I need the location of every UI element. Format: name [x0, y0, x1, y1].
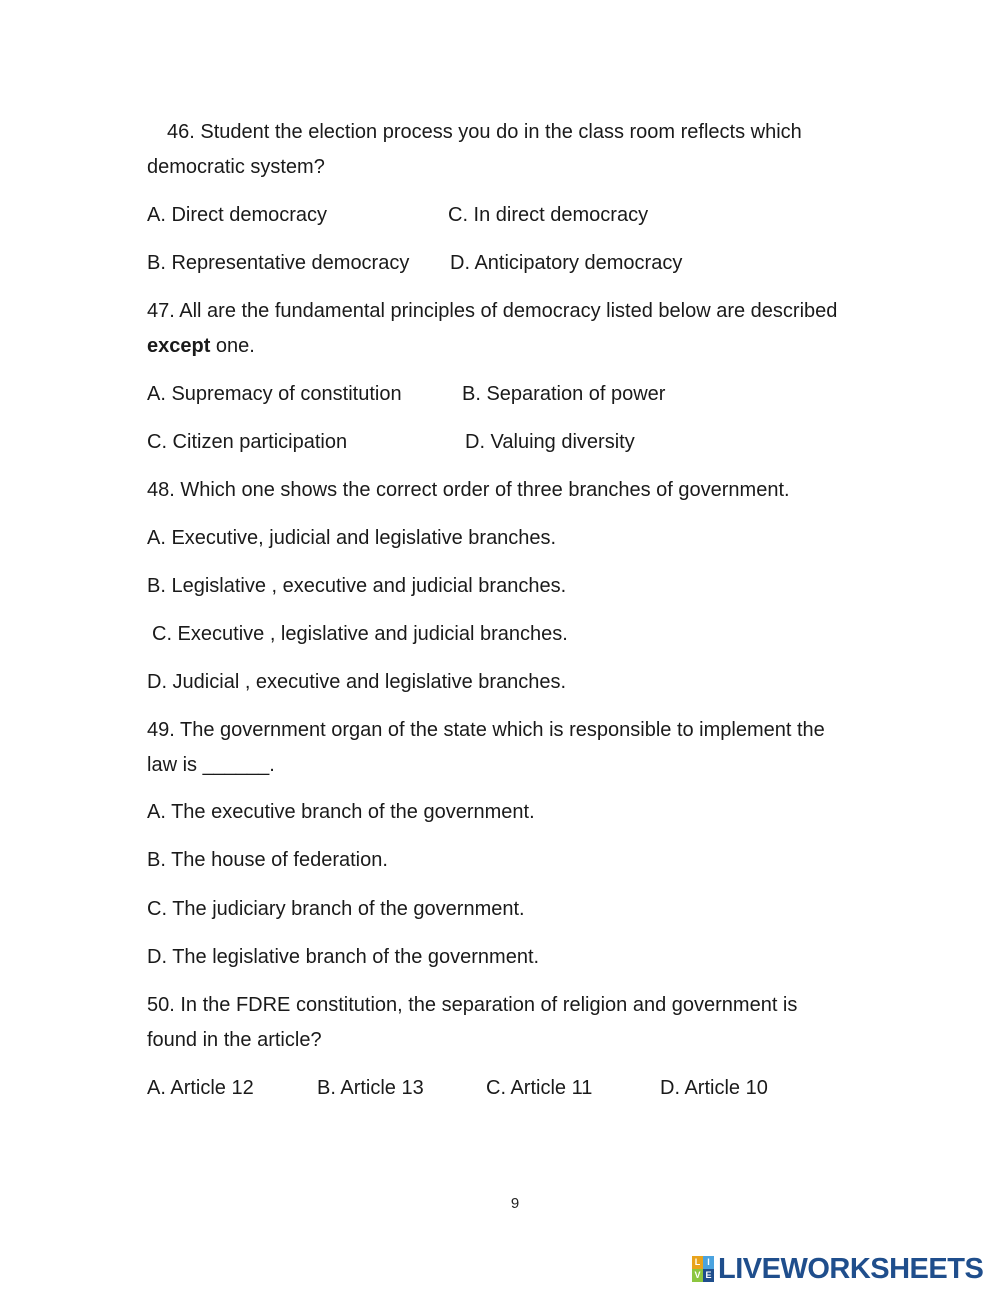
q48-option-d: D. Judicial , executive and legislative branches. — [147, 671, 567, 693]
q49-text-line1: 49. The government organ of the state which is responsible to implement the — [147, 719, 825, 741]
q49-text-line2: law is ______. — [147, 754, 275, 776]
page-number: 9 — [510, 1195, 520, 1212]
q50-option-c: C. Article 11 — [486, 1077, 593, 1099]
q48-option-c: C. Executive , legislative and judicial branches. — [152, 623, 568, 645]
logo-tile-l: L — [692, 1256, 703, 1269]
q47-option-a: A. Supremacy of constitution — [147, 383, 402, 405]
q46-text-line1: 46. Student the election process you do in the class room reflects which — [167, 121, 802, 143]
logo-tile-e: E — [703, 1269, 714, 1282]
q49-option-b: B. The house of federation. — [147, 849, 388, 871]
q50-option-a: A. Article 12 — [147, 1077, 254, 1099]
liveworksheets-logo-text: LIVEWORKSHEETS — [718, 1252, 984, 1285]
q47-option-d: D. Valuing diversity — [465, 431, 635, 453]
q46-option-b: B. Representative democracy — [147, 252, 410, 274]
q46-option-a: A. Direct democracy — [147, 204, 328, 226]
q46-option-d: D. Anticipatory democracy — [450, 252, 683, 274]
q48-option-a: A. Executive, judicial and legislative branches. — [147, 527, 557, 549]
liveworksheets-logo-icon — [692, 1256, 714, 1282]
q46-text-line2: democratic system? — [147, 156, 325, 178]
q47-text-line2 — [147, 334, 255, 358]
q49-option-c: C. The judiciary branch of the government. — [147, 898, 525, 920]
q48-option-b: B. Legislative , executive and judicial branches. — [147, 575, 567, 597]
q50-text-line2: found in the article? — [147, 1029, 322, 1051]
logo-tile-v: V — [692, 1269, 703, 1282]
q49-option-d: D. The legislative branch of the government. — [147, 946, 540, 968]
q48-text: 48. Which one shows the correct order of three branches of government. — [147, 479, 790, 501]
q47-text-line2-rest: one. — [210, 335, 255, 357]
q46-option-c: C. In direct democracy — [448, 204, 649, 226]
q47-option-b: B. Separation of power — [462, 383, 666, 405]
q50-option-d: D. Article 10 — [660, 1077, 768, 1099]
q49-option-a: A. The executive branch of the government. — [147, 801, 535, 823]
q50-text-line1: 50. In the FDRE constitution, the separation of religion and government is — [147, 994, 798, 1016]
liveworksheets-logo[interactable] — [692, 1252, 983, 1286]
q47-text-line1: 47. All are the fundamental principles of democracy listed below are described — [147, 300, 838, 322]
q50-option-b: B. Article 13 — [317, 1077, 424, 1099]
q47-except-word: except — [147, 335, 211, 357]
q47-option-c: C. Citizen participation — [147, 431, 348, 453]
logo-tile-i: I — [703, 1256, 714, 1269]
